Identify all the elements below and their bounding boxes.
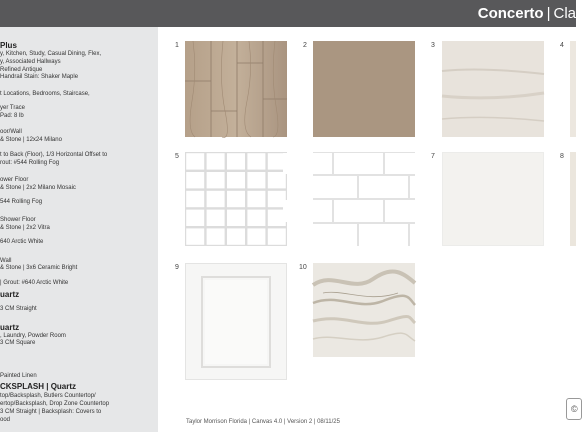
spec-heading: uartz	[0, 290, 20, 299]
spec-line: ood	[0, 417, 11, 423]
wood-floor-swatch	[185, 41, 287, 137]
subway-tile-swatch	[313, 152, 415, 246]
mosaic-tile	[207, 172, 225, 188]
spec-line: Shower Floor	[0, 217, 36, 223]
spec-line: , Laundry, Powder Room	[0, 333, 66, 339]
mosaic-tile	[268, 172, 286, 188]
mosaic-tile-swatch	[185, 152, 287, 246]
mosaic-tile	[268, 228, 286, 244]
corner-badge-icon: ©	[571, 404, 578, 414]
mosaic-tile	[227, 210, 245, 226]
spec-line: rout: #544 Rolling Fog	[0, 160, 60, 166]
mosaic-tile	[207, 210, 225, 226]
spec-line: Painted Linen	[0, 373, 37, 379]
spec-line: top/Backsplash, Butlers Countertop/	[0, 393, 96, 399]
mosaic-tile	[227, 172, 245, 188]
swatch-number: 7	[431, 153, 435, 160]
mosaic-tile	[247, 172, 265, 188]
swatch-number: 3	[431, 42, 435, 49]
collection-title	[478, 0, 576, 27]
mosaic-tile	[227, 191, 245, 207]
mosaic-tile	[227, 228, 245, 244]
mosaic-tile	[207, 191, 225, 207]
marble-quartz-swatch	[313, 263, 415, 357]
cabinet-door-swatch	[185, 263, 287, 380]
spec-line: y, Associated Hallways	[0, 59, 61, 65]
spec-heading: uartz	[0, 323, 20, 332]
mosaic-tile	[207, 228, 225, 244]
marble-vein-texture	[313, 263, 415, 357]
swatch-number: 2	[303, 42, 307, 49]
mosaic-tile	[227, 153, 245, 169]
spec-line: ertop/Backsplash, Drop Zone Countertop	[0, 401, 110, 407]
mosaic-tile	[247, 228, 265, 244]
spec-line: & Stone | 2x2 Vitra	[0, 225, 50, 231]
spec-line: 3 CM Straight	[0, 306, 37, 312]
mosaic-grid	[185, 152, 287, 246]
title-separator: |	[546, 5, 551, 22]
carpet-swatch	[313, 41, 415, 137]
shaker-door-panel	[186, 264, 286, 379]
collection-subtitle: Cla	[553, 5, 576, 22]
spec-line: Pad: 8 lb	[0, 113, 24, 119]
document-footer: Taylor Morrison Florida | Canvas 4.0 | Version 2 | 08/11/25	[186, 419, 340, 425]
mosaic-tile	[186, 172, 204, 188]
subway-tile-pattern	[313, 152, 415, 246]
mosaic-tile	[207, 153, 225, 169]
spec-heading: Plus	[0, 41, 17, 50]
spec-sidebar	[0, 27, 158, 432]
spec-line: Wall	[0, 258, 12, 264]
mosaic-tile	[186, 210, 204, 226]
mosaic-tile	[247, 191, 265, 207]
collection-name: Concerto	[477, 5, 544, 22]
spec-line: 3 CM Square	[0, 340, 36, 346]
spec-line: Refined Antique	[0, 67, 43, 73]
spec-line: y, Kitchen, Study, Casual Dining, Flex,	[0, 51, 102, 57]
spec-line: oor/Wall	[0, 129, 22, 135]
stone-tile-swatch	[442, 41, 544, 137]
swatch-number: 10	[299, 264, 307, 271]
spec-line: Handrail Stain: Shaker Maple	[0, 74, 79, 80]
spec-line: ower Floor	[0, 177, 29, 183]
swatch-number: 1	[175, 42, 179, 49]
spec-line: t to Back (Floor), 1/3 Horizontal Offset to	[0, 152, 108, 158]
stone-vein-texture	[442, 41, 544, 137]
spec-line: 3 CM Straight | Backsplash: Covers to	[0, 409, 102, 415]
mosaic-tile	[186, 191, 204, 207]
mosaic-tile	[247, 153, 265, 169]
spec-heading: CKSPLASH | Quartz	[0, 382, 77, 391]
spec-line: t Locations, Bedrooms, Staircase,	[0, 91, 90, 97]
swatch-number: 5	[175, 153, 179, 160]
spec-line: yer Trace	[0, 105, 26, 111]
corner-badge	[566, 398, 582, 420]
swatch-number: 8	[560, 153, 564, 160]
mosaic-tile	[186, 228, 204, 244]
swatch-number: 4	[560, 42, 564, 49]
quartz-swatch-partial	[570, 152, 576, 246]
spec-line: & Stone | 2x2 Milano Mosaic	[0, 185, 76, 191]
swatch-number: 9	[175, 264, 179, 271]
spec-line: | Grout: #640 Arctic White	[0, 280, 69, 286]
mosaic-tile	[186, 153, 204, 169]
quartz-swatch	[442, 152, 544, 246]
spec-line: 640 Arctic White	[0, 239, 44, 245]
spec-line: 544 Rolling Fog	[0, 199, 43, 205]
carpet-texture	[313, 41, 415, 137]
mosaic-tile	[247, 210, 265, 226]
spec-line: & Stone | 12x24 Milano	[0, 137, 62, 143]
stone-tile-swatch-partial	[570, 41, 576, 137]
wood-plank-texture	[185, 41, 287, 137]
spec-line: & Stone | 3x6 Ceramic Bright	[0, 265, 78, 271]
header-bar	[0, 0, 576, 27]
